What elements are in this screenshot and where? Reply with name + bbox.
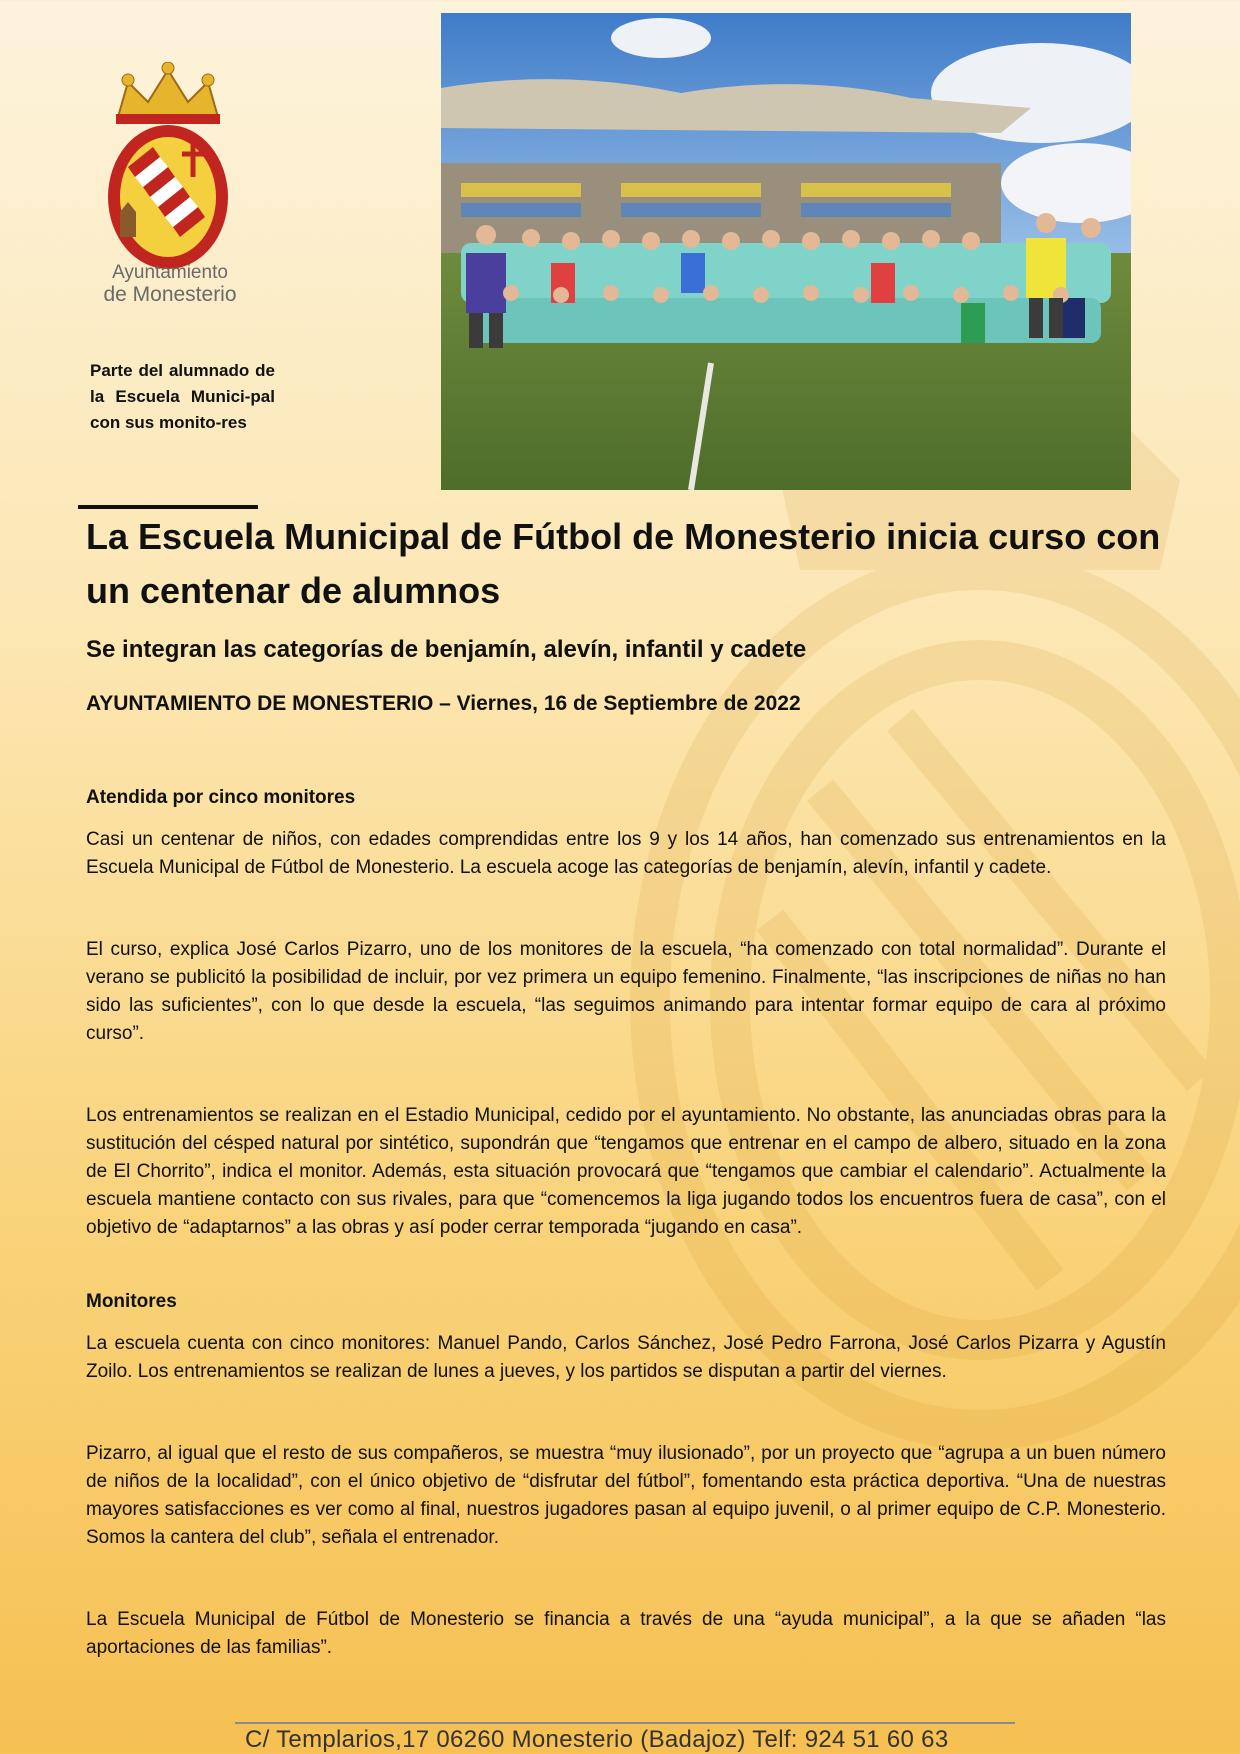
ayuntamiento-logo-text bbox=[80, 262, 260, 306]
headline-rule bbox=[78, 505, 258, 509]
footer-rule bbox=[235, 1722, 1015, 1724]
paragraph-1: Casi un centenar de niños, con edades comprendidas entre los 9 y los 14 años, han comenzado sus entrenamientos en la Escuela Municipal de Fútbol de Monesterio. La escuela acoge las categorías de benjamín, alevín, infantil y cadete. bbox=[86, 829, 1166, 878]
article-body bbox=[86, 784, 1166, 1716]
paragraph-4: La escuela cuenta con cinco monitores: Manuel Pando, Carlos Sánchez, José Pedro Farrona, José Carlos Pizarra y Agustín Zoilo. Los entrenamientos se realizan de lunes a jueves, y los partidos se disputan a partir del viernes. bbox=[86, 1333, 1166, 1382]
photo-caption: Parte del alumnado de la Escuela Munici-pal con sus monito-res bbox=[90, 361, 275, 432]
paragraph-3: Los entrenamientos se realizan en el Estadio Municipal, cedido por el ayuntamiento. No obstante, las anunciadas obras para la sustitución del césped natural por sintético, supondrán que “tengamos que entrenar en el campo de albero, situado en la zona de El Chorrito”, indica el monitor. Además, esta situación provocará que “tengamos que cambiar el calendario”. Actualmente la escuela mantiene contacto con sus rivales, para que “comencemos la liga jugando todos los encuentros fuera de casa”, con el objetivo de “adaptarnos” a las obras y así poder cerrar temporada “jugando en casa”. bbox=[86, 1105, 1166, 1238]
logo-line-1: Ayuntamiento bbox=[112, 262, 228, 283]
footer-address: C/ Templarios,17 06260 Monesterio (Badajoz) Telf: 924 51 60 63 bbox=[245, 1726, 949, 1753]
paragraph-5: Pizarro, al igual que el resto de sus compañeros, se muestra “muy ilusionado”, por un proyecto que “agrupa a un buen número de niños de la localidad”, con el único objetivo de “disfrutar del fútbol”, fomentando esta práctica deportiva. “Una de nuestras mayores satisfacciones es ver como al final, nuestros jugadores pasan al equipo juvenil, o al primer equipo de C.P. Monesterio. Somos la cantera del club”, señala el entrenador. bbox=[86, 1443, 1166, 1548]
paragraph-6: La Escuela Municipal de Fútbol de Monesterio se financia a través de una “ayuda municipal”, a la que se añaden “las aportaciones de las familias”. bbox=[86, 1609, 1166, 1658]
section-heading-1: Atendida por cinco monitores bbox=[86, 787, 356, 808]
team-photo bbox=[441, 13, 1131, 490]
logo-line-2: de Monesterio bbox=[103, 283, 237, 306]
headline: La Escuela Municipal de Fútbol de Monesterio inicia curso con un centenar de alumnos bbox=[86, 516, 1161, 611]
paragraph-2: El curso, explica José Carlos Pizarro, uno de los monitores de la escuela, “ha comenzado con total normalidad”. Durante el verano se publicitó la posibilidad de incluir, por vez primera un equipo femenino. Finalmente, “las inscripciones de niñas no han sido las suficientes”, con lo que desde la escuela, “las seguimos animando para intentar formar equipo de cara al próximo curso”. bbox=[86, 939, 1166, 1044]
dateline: AYUNTAMIENTO DE MONESTERIO – Viernes, 16 de Septiembre de 2022 bbox=[86, 692, 801, 715]
subheadline: Se integran las categorías de benjamín, alevín, infantil y cadete bbox=[86, 636, 807, 663]
section-heading-2: Monitores bbox=[86, 1291, 177, 1312]
